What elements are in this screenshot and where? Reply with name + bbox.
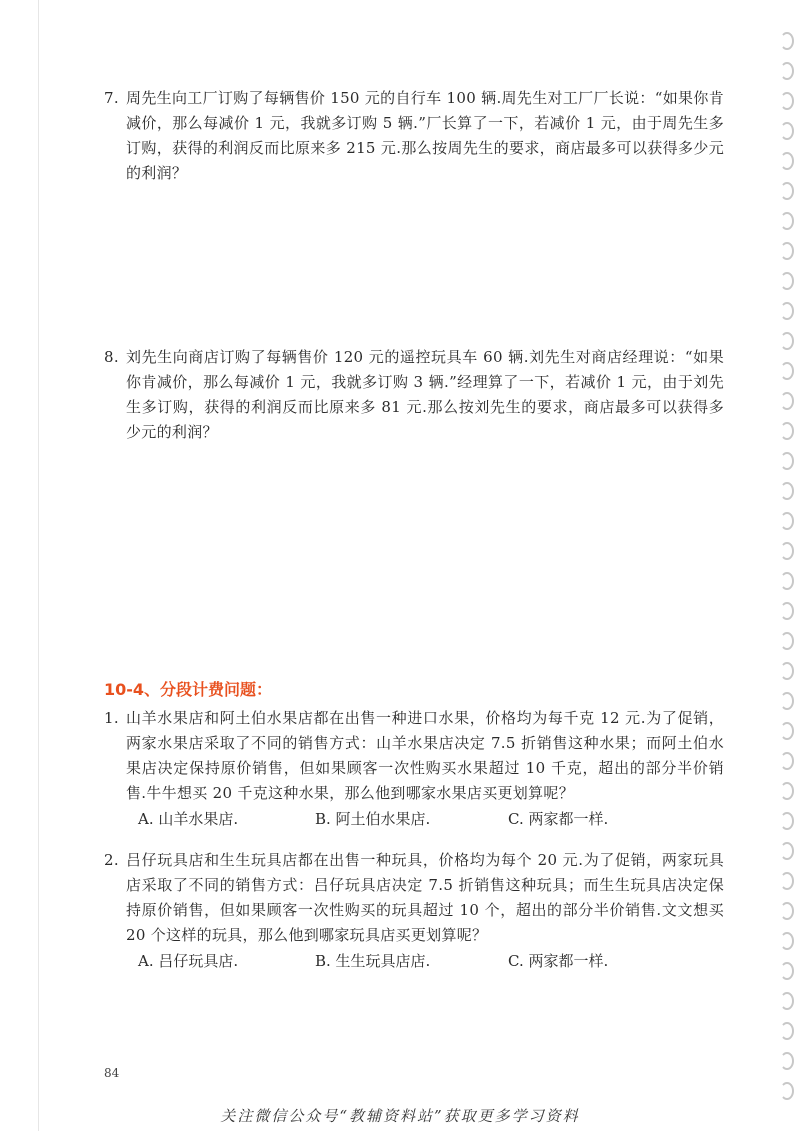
binder-ring-icon: [780, 542, 794, 560]
binder-ring-icon: [780, 182, 794, 200]
page-number: 84: [104, 1066, 120, 1080]
option-a[interactable]: A. 山羊水果店.: [138, 810, 239, 828]
binder-ring-icon: [780, 572, 794, 590]
binder-ring-icon: [780, 152, 794, 170]
problem-text: 刘先生向商店订购了每辆售价 120 元的遥控玩具车 60 辆.刘先生对商店经理说：“如果你肯减价，那么每减价 1 元，我就多订购 3 辆.”经理算了一下，若减价 1 元，由于刘先生多订购，获得的利润反而比原来多 81 元.那么按刘先生的要求，商店最多可以获得多少元的利润？: [126, 348, 724, 441]
binder-ring-icon: [780, 932, 794, 950]
binder-ring-icon: [780, 1082, 794, 1100]
binder-ring-icon: [780, 332, 794, 350]
option-a[interactable]: A. 吕仔玩具店.: [138, 952, 239, 970]
problem-number: 8.: [104, 348, 119, 366]
binder-ring-icon: [780, 812, 794, 830]
binder-rings: [760, 0, 800, 1131]
binder-ring-icon: [780, 302, 794, 320]
binder-ring-icon: [780, 962, 794, 980]
problem-text: 吕仔玩具店和生生玩具店都在出售一种玩具，价格均为每个 20 元.为了促销，两家玩具店采取了不同的销售方式：吕仔玩具店决定 7.5 折销售这种玩具；而生生玩具店决定保持原价销售，但如果顾客一次性购买的玩具超过 10 个，超出的部分半价销售.文文想买 20 个这样的玩具，那么他到哪家玩具店买更划算呢？: [126, 851, 724, 944]
binder-ring-icon: [780, 62, 794, 80]
problem-8: [104, 345, 724, 445]
binder-ring-icon: [780, 602, 794, 620]
binder-ring-icon: [780, 752, 794, 770]
binder-ring-icon: [780, 782, 794, 800]
binder-ring-icon: [780, 1052, 794, 1070]
problem-number: 2.: [104, 851, 119, 869]
binder-ring-icon: [780, 272, 794, 290]
binder-ring-icon: [780, 992, 794, 1010]
section-title: 10-4、分段计费问题：: [104, 680, 273, 699]
problem-7: [104, 86, 724, 186]
binder-ring-icon: [780, 122, 794, 140]
binder-ring-icon: [780, 722, 794, 740]
binder-ring-icon: [780, 242, 794, 260]
binder-ring-icon: [780, 92, 794, 110]
problem-text: 山羊水果店和阿土伯水果店都在出售一种进口水果，价格均为每千克 12 元.为了促销，两家水果店采取了不同的销售方式：山羊水果店决定 7.5 折销售这种水果；而阿土伯水果店决定保持原价销售，但如果顾客一次性购买水果超过 10 千克，超出的部分半价销售.牛牛想买 20 千克这种水果，那么他到哪家水果店买更划算呢？: [126, 709, 724, 802]
binder-ring-icon: [780, 392, 794, 410]
binder-ring-icon: [780, 842, 794, 860]
option-b[interactable]: B. 生生玩具店店.: [315, 952, 431, 970]
binder-ring-icon: [780, 32, 794, 50]
option-c[interactable]: C. 两家都一样.: [508, 810, 609, 828]
binder-ring-icon: [780, 902, 794, 920]
problem-number: 7.: [104, 89, 119, 107]
option-c[interactable]: C. 两家都一样.: [508, 952, 609, 970]
option-b[interactable]: B. 阿土伯水果店.: [315, 810, 431, 828]
binder-ring-icon: [780, 872, 794, 890]
binder-ring-icon: [780, 512, 794, 530]
binder-ring-icon: [780, 212, 794, 230]
problem-text: 周先生向工厂订购了每辆售价 150 元的自行车 100 辆.周先生对工厂厂长说：“如果你肯减价，那么每减价 1 元，我就多订购 5 辆.”厂长算了一下，若减价 1 元，由于周先生多订购，获得的利润反而比原来多 215 元.那么按周先生的要求，商店最多可以获得多少元的利润？: [126, 89, 724, 182]
section-problem-1: [104, 706, 724, 806]
binder-ring-icon: [780, 362, 794, 380]
binder-ring-icon: [780, 1022, 794, 1040]
problem-number: 1.: [104, 709, 119, 727]
binder-ring-icon: [780, 452, 794, 470]
binder-ring-icon: [780, 662, 794, 680]
page-edge-line: [38, 0, 39, 1131]
binder-ring-icon: [780, 692, 794, 710]
binder-ring-icon: [780, 482, 794, 500]
binder-ring-icon: [780, 422, 794, 440]
section-problem-2: [104, 848, 724, 948]
footer-note: 关注微信公众号“教辅资料站”获取更多学习资料: [220, 1107, 580, 1125]
binder-ring-icon: [780, 632, 794, 650]
